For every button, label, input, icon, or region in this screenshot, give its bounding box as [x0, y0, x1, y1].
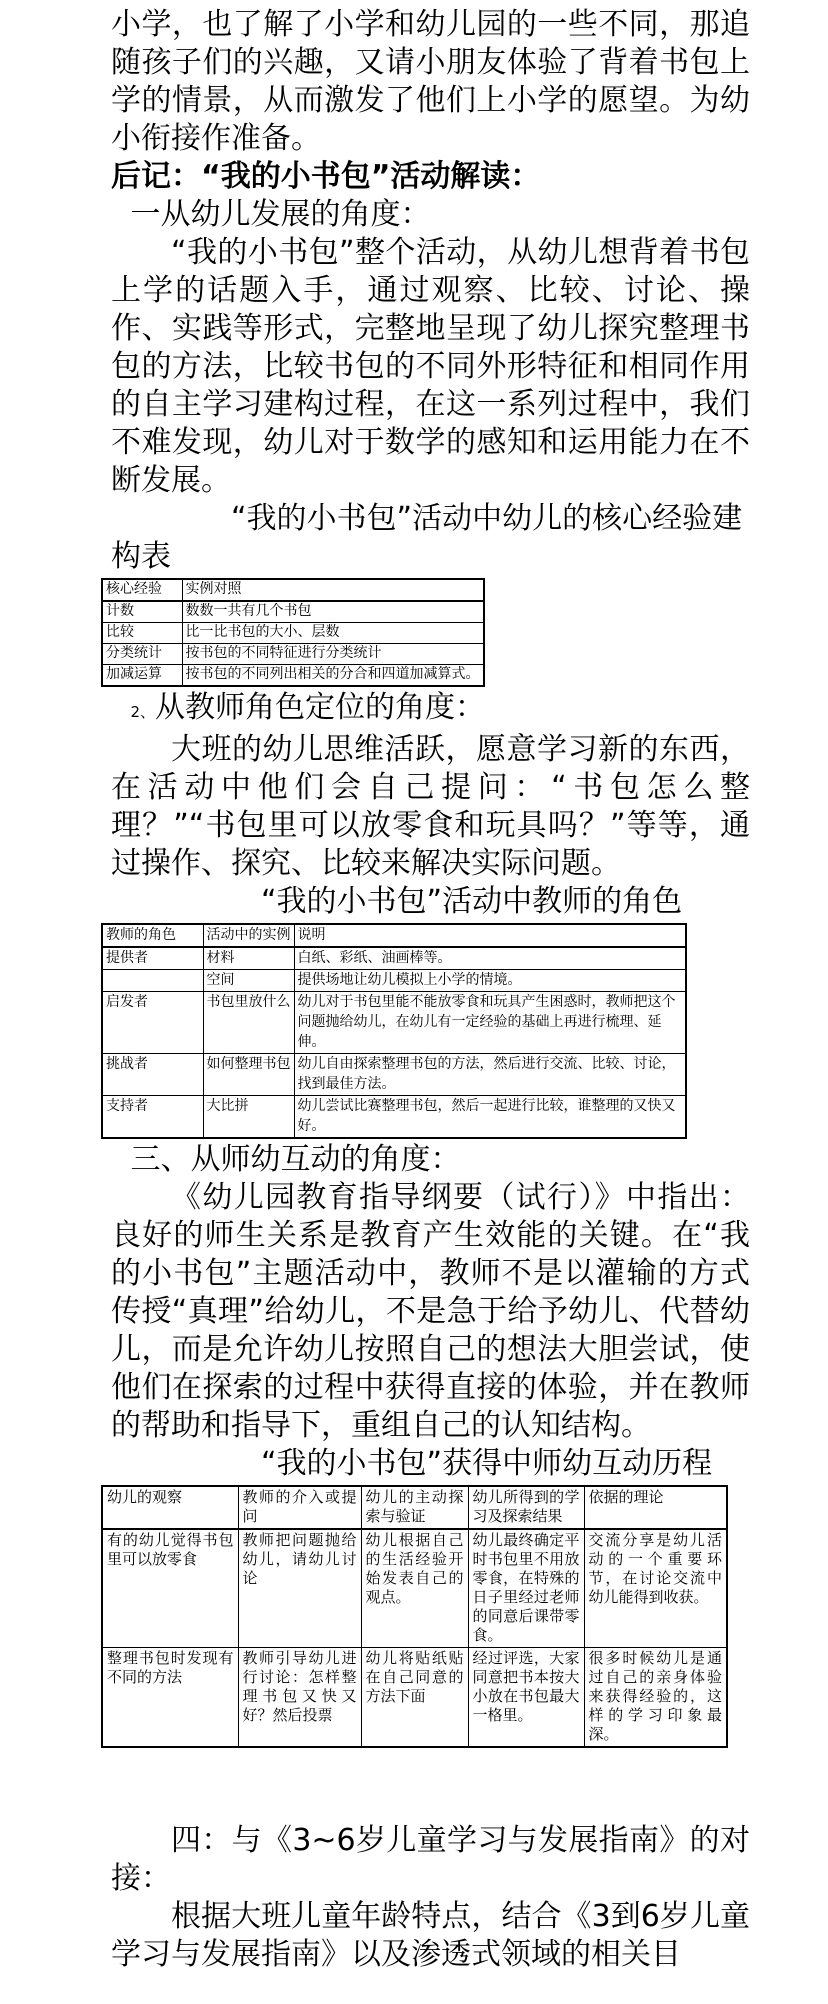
table-cell: 交流分享是幼儿活动的一个重要环节，在讨论交流中幼儿能得到收获。: [584, 1529, 727, 1648]
table1-caption: “我的小书包”活动中幼儿的核心经验建构表: [111, 501, 743, 574]
table-cell: 整理书包时发现有不同的方法: [102, 1648, 238, 1748]
table-cell: 教师的介入或提问: [238, 1486, 361, 1529]
section4-paragraph: 根据大班儿童年龄特点，结合《3到6岁儿童学习与发展指南》以及渗透式领域的相关目: [111, 1899, 750, 1972]
table-cell: 提供场地让幼儿模拟上小学的情境。: [294, 970, 686, 992]
table-cell: 提供者: [102, 947, 203, 970]
table-cell: 说明: [294, 924, 686, 947]
table-cell: 幼儿最终确定平时书包里不用放零食，在特殊的日子里经过老师的同意后课带零食。: [468, 1529, 584, 1648]
table-cell: 幼儿所得到的学习及探索结果: [468, 1486, 584, 1529]
table-cell: 加减运算: [102, 665, 182, 687]
table-cell: 白纸、彩纸、油画棒等。: [294, 947, 686, 970]
table-row: [102, 947, 686, 970]
section-gap: [101, 1750, 750, 1822]
table-cell: 按书包的不同列出相关的分合和四道加减算式。: [182, 665, 484, 687]
section2-heading: [111, 689, 750, 731]
table-cell: 有的幼儿觉得书包里可以放零食: [102, 1529, 238, 1648]
section3-heading: 三、从师幼互动的角度：: [130, 1142, 461, 1177]
table-row: [102, 665, 484, 687]
table-row: [102, 1486, 727, 1529]
table-row: [102, 1529, 727, 1648]
table-cell: 支持者: [102, 1096, 203, 1139]
table-cell: 很多时候幼儿是通过自己的亲身体验来获得经验的，这样的学习印象最深。: [584, 1648, 727, 1748]
table-row: [102, 623, 484, 644]
table-cell: 幼儿尝试比赛整理书包，然后一起进行比较，谁整理的又快又好。: [294, 1096, 686, 1139]
table-cell: 活动中的实例: [203, 924, 294, 947]
table-cell: 经过评选，大家同意把书本按大小放在书包最大一格里。: [468, 1648, 584, 1748]
section1-heading: 一从幼儿发展的角度：: [130, 197, 431, 232]
table-row: [102, 644, 484, 665]
table-row: [102, 992, 686, 1054]
table-cell: 核心经验: [102, 579, 182, 601]
table-row: [102, 1054, 686, 1096]
table-cell: 分类统计: [102, 644, 182, 665]
table-cell: 材料: [203, 947, 294, 970]
table-cell: 幼儿对于书包里能不能放零食和玩具产生困惑时，教师把这个问题抛给幼儿，在幼儿有一定经验的基础上再进行梳理、延伸。: [294, 992, 686, 1054]
table-cell: 书包里放什么: [203, 992, 294, 1054]
postscript-heading: 后记：“我的小书包”活动解读：: [111, 159, 541, 194]
table-cell: 按书包的不同特征进行分类统计: [182, 644, 484, 665]
table-cell: 计数: [102, 601, 182, 623]
table-cell: 幼儿将贴纸贴在自己同意的方法下面: [361, 1648, 468, 1748]
table-cell: 空间: [203, 970, 294, 992]
table-cell: 比一比书包的大小、层数: [182, 623, 484, 644]
table-cell: [102, 970, 203, 992]
section2-number: 2、: [130, 703, 156, 721]
table-row: [102, 1648, 727, 1748]
table3-caption: “我的小书包”获得中师幼互动历程: [261, 1446, 713, 1481]
table-row: [102, 579, 484, 601]
table-cell: 挑战者: [102, 1054, 203, 1096]
section4-heading: 四：与《3~6岁儿童学习与发展指南》的对接：: [111, 1823, 750, 1896]
table2-caption: “我的小书包”活动中教师的角色: [261, 884, 683, 919]
table-cell: 比较: [102, 623, 182, 644]
table-cell: 教师的角色: [102, 924, 203, 947]
table-row: [102, 970, 686, 992]
section1-paragraph: “我的小书包”整个活动，从幼儿想背着书包上学的话题入手，通过观察、比较、讨论、操作、实践等形式，完整地呈现了幼儿探究整理书包的方法，比较书包的不同外形特征和相同作用的自主学习建构过程，在这一系列过程中，我们不难发现，幼儿对于数学的感知和运用能力在不断发展。: [111, 235, 750, 498]
section3-paragraph: 《幼儿园教育指导纲要（试行）》中指出：良好的师生关系是教育产生效能的关键。在“我的小书包”主题活动中，教师不是以灌输的方式传授“真理”给幼儿，不是急于给予幼儿、代替幼儿，而是允许幼儿按照自己的想法大胆尝试，使他们在探索的过程中获得直接的体验，并在教师的帮助和指导下，重组自己的认知结构。: [111, 1180, 750, 1443]
table-cell: 幼儿的主动探索与验证: [361, 1486, 468, 1529]
table-cell: 依据的理论: [584, 1486, 727, 1529]
table-cell: 启发者: [102, 992, 203, 1054]
section2-heading-text: 从教师角色定位的角度：: [155, 690, 486, 725]
table-row: [102, 601, 484, 623]
intro-paragraph: 小学，也了解了小学和幼儿园的一些不同，那追随孩子们的兴趣，又请小朋友体验了背着书包上学的情景，从而激发了他们上小学的愿望。为幼小衔接作准备。: [111, 7, 750, 156]
table-cell: 教师引导幼儿进行讨论：怎样整理书包又快又好？然后投票: [238, 1648, 361, 1748]
table-cell: 实例对照: [182, 579, 484, 601]
table-cell: 如何整理书包: [203, 1054, 294, 1096]
table-cell: 幼儿自由探索整理书包的方法，然后进行交流、比较、讨论，找到最佳方法。: [294, 1054, 686, 1096]
table-row: [102, 1096, 686, 1139]
table-cell: 数数一共有几个书包: [182, 601, 484, 623]
teacher-roles-table: [101, 923, 687, 1139]
interaction-table: [101, 1485, 728, 1748]
core-experience-table: [101, 578, 485, 687]
table-cell: 幼儿根据自己的生活经验开始发表自己的观点。: [361, 1529, 468, 1648]
table-cell: 大比拼: [203, 1096, 294, 1139]
section2-paragraph: 大班的幼儿思维活跃，愿意学习新的东西，在活动中他们会自己提问：“书包怎么整理？”“书包里可以放零食和玩具吗？”等等，通过操作、探究、比较来解决实际问题。: [111, 732, 750, 881]
table-cell: 教师把问题抛给幼儿，请幼儿讨论: [238, 1529, 361, 1648]
table-row: [102, 924, 686, 947]
table-cell: 幼儿的观察: [102, 1486, 238, 1529]
